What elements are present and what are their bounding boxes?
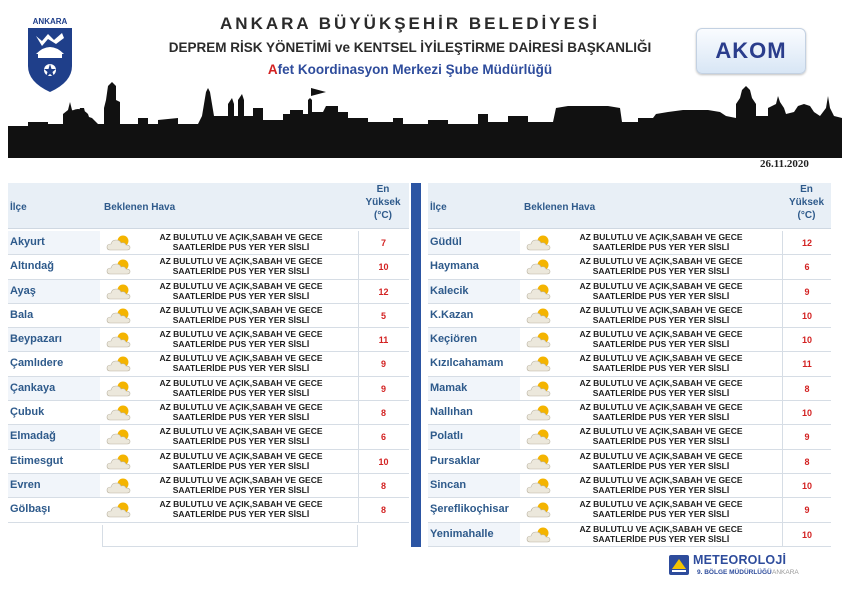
table-row [8, 231, 409, 255]
weather-description-line1: AZ BULUTLU VE AÇIK,SABAH VE GECE [159, 232, 323, 242]
weather-description [563, 378, 759, 398]
weather-description-line2: SAATLERİDE PUS YER YER SİSLİ [172, 314, 310, 325]
partly-cloudy-icon [525, 380, 555, 398]
weather-description-line2: SAATLERİDE PUS YER YER SİSLİ [592, 242, 730, 252]
district-name: Ayaş [8, 280, 100, 303]
weather-description [143, 305, 339, 325]
weather-description-line2: SAATLERİDE PUS YER YER SİSLİ [172, 484, 310, 495]
weather-description [143, 232, 339, 252]
weather-description-line2: SAATLERİDE PUS YER YER SİSLİ [592, 436, 730, 447]
partly-cloudy-icon [105, 477, 135, 495]
max-temp-column-header [782, 183, 831, 229]
table-row [428, 352, 831, 376]
district-name: Çamlıdere [8, 352, 100, 375]
weather-description [563, 402, 759, 422]
table-row [8, 401, 409, 425]
weather-description-line1: AZ BULUTLU VE AÇIK,SABAH VE GECE [159, 450, 323, 461]
table-row [8, 304, 409, 328]
meteoroloji-name: METEOROLOJİ [693, 553, 787, 567]
weather-description-line2: SAATLERİDE PUS YER YER SİSLİ [172, 509, 310, 520]
partly-cloudy-icon [105, 404, 135, 422]
max-temp-header-line2: Yüksek [788, 197, 825, 208]
weather-description-line2: SAATLERİDE PUS YER YER SİSLİ [172, 387, 310, 398]
district-name: Evren [8, 474, 100, 497]
weather-description-line1: AZ BULUTLU VE AÇIK,SABAH VE GECE [579, 523, 743, 534]
district-name: Yenimahalle [428, 523, 520, 546]
weather-description [143, 475, 339, 495]
table-row [428, 255, 831, 279]
weather-description [563, 281, 759, 301]
table-row [8, 255, 409, 279]
weather-description [563, 256, 759, 276]
max-temp-value: 12 [358, 280, 408, 303]
partly-cloudy-icon [525, 501, 555, 519]
table-row [428, 425, 831, 449]
district-column-header: İlçe [10, 202, 27, 213]
district-name: Pursaklar [428, 450, 520, 473]
partly-cloudy-icon [525, 453, 555, 471]
max-temp-value: 10 [782, 474, 831, 497]
weather-description-line2: SAATLERİDE PUS YER YER SİSLİ [172, 339, 310, 350]
akom-badge-text: AKOM [715, 38, 787, 63]
report-date: 26.11.2020 [760, 158, 809, 170]
weather-description [143, 256, 339, 276]
table-row [8, 352, 409, 376]
meteoroloji-logo [668, 553, 818, 583]
weather-description-line1: AZ BULUTLU VE AÇIK,SABAH VE GECE [159, 353, 323, 364]
max-temp-value: 8 [358, 401, 408, 424]
partly-cloudy-icon [525, 234, 555, 252]
weather-cell [522, 255, 780, 278]
weather-cell [522, 304, 780, 327]
weather-description [563, 329, 759, 349]
max-temp-value: 9 [782, 425, 831, 448]
table-header [8, 183, 409, 229]
weather-description [143, 329, 339, 349]
weather-description-line1: AZ BULUTLU VE AÇIK,SABAH VE GECE [159, 426, 323, 437]
table-rows [8, 231, 409, 523]
partly-cloudy-icon [105, 380, 135, 398]
max-temp-value: 8 [358, 474, 408, 497]
district-name: Kızılcahamam [428, 352, 520, 375]
max-temp-value: 10 [358, 255, 408, 278]
weather-cell [102, 498, 358, 521]
weather-description-line1: AZ BULUTLU VE AÇIK,SABAH VE GECE [159, 499, 323, 510]
weather-cell [522, 450, 780, 473]
city-skyline-graphic [8, 78, 842, 158]
weather-cell [102, 352, 358, 375]
table-row [8, 377, 409, 401]
table-row [428, 401, 831, 425]
max-temp-header-line3: (°C) [797, 210, 816, 221]
weather-cell [102, 377, 358, 400]
district-name: K.Kazan [428, 304, 520, 327]
weather-description [143, 353, 339, 373]
weather-description-line2: SAATLERİDE PUS YER YER SİSLİ [172, 436, 310, 447]
district-name: Güdül [428, 231, 520, 254]
weather-description-line2: SAATLERİDE PUS YER YER SİSLİ [592, 290, 730, 301]
max-temp-value: 9 [782, 498, 831, 521]
max-temp-value: 6 [782, 255, 831, 278]
weather-description-line2: SAATLERİDE PUS YER YER SİSLİ [172, 460, 310, 471]
weather-description-line1: AZ BULUTLU VE AÇIK,SABAH VE GECE [159, 402, 323, 413]
weather-description [563, 499, 759, 519]
partly-cloudy-icon [105, 501, 135, 519]
table-row [428, 377, 831, 401]
max-temp-value: 9 [782, 280, 831, 303]
weather-description [143, 426, 339, 446]
weather-description-line1: AZ BULUTLU VE AÇIK,SABAH VE GECE [579, 377, 743, 388]
district-name: Keçiören [428, 328, 520, 351]
weather-column-header: Beklenen Hava [104, 202, 176, 213]
meteoroloji-city: ANKARA [772, 569, 799, 576]
weather-description-line2: SAATLERİDE PUS YER YER SİSLİ [172, 290, 310, 301]
district-name: Altındağ [8, 255, 100, 278]
district-name: Polatlı [428, 425, 520, 448]
max-temp-value: 11 [358, 328, 408, 351]
weather-description [143, 281, 339, 301]
weather-description [143, 402, 339, 422]
table-row [428, 450, 831, 474]
district-name: Etimesgut [8, 450, 100, 473]
max-temp-value: 9 [358, 377, 408, 400]
weather-description-line2: SAATLERİDE PUS YER YER SİSLİ [592, 363, 730, 374]
table-row [8, 280, 409, 304]
forecast-table-left [8, 183, 409, 547]
partly-cloudy-icon [525, 307, 555, 325]
partly-cloudy-icon [105, 234, 135, 252]
weather-cell [102, 401, 358, 424]
district-name: Haymana [428, 255, 520, 278]
weather-description-line2: SAATLERİDE PUS YER YER SİSLİ [592, 533, 730, 544]
district-name: Beypazarı [8, 328, 100, 351]
meteoroloji-subtitle: 9. BÖLGE MÜDÜRLÜĞÜ [697, 569, 772, 576]
org-title: ANKARA BÜYÜKŞEHİR BELEDİYESİ [220, 14, 600, 33]
weather-cell [522, 425, 780, 448]
district-name: Akyurt [8, 231, 100, 254]
weather-description-line2: SAATLERİDE PUS YER YER SİSLİ [172, 412, 310, 423]
weather-description [143, 378, 339, 398]
max-temp-value: 5 [358, 304, 408, 327]
department-title: DEPREM RİSK YÖNETİMİ ve KENTSEL İYİLEŞTİRME DAİRESİ BAŞKANLIĞI [168, 40, 652, 55]
max-temp-value: 7 [358, 231, 408, 254]
meteoroloji-emblem-icon [668, 553, 690, 577]
max-temp-column-header [358, 183, 408, 229]
max-temp-value: 8 [782, 377, 831, 400]
weather-description-line1: AZ BULUTLU VE AÇIK,SABAH VE GECE [579, 304, 743, 315]
forecast-table-right [428, 183, 831, 547]
table-row [8, 328, 409, 352]
weather-description-line1: AZ BULUTLU VE AÇIK,SABAH VE GECE [159, 256, 323, 267]
district-name: Çubuk [8, 401, 100, 424]
partly-cloudy-icon [525, 477, 555, 495]
weather-description-line2: SAATLERİDE PUS YER YER SİSLİ [592, 314, 730, 325]
weather-description-line1: AZ BULUTLU VE AÇIK,SABAH VE GECE [579, 232, 743, 242]
unit-title-rest: fet Koordinasyon Merkezi Şube Müdürlüğü [277, 62, 553, 77]
max-temp-value: 10 [782, 304, 831, 327]
weather-cell [522, 352, 780, 375]
partly-cloudy-icon [105, 331, 135, 349]
weather-description [563, 305, 759, 325]
weather-column-header: Beklenen Hava [524, 202, 596, 213]
district-name: Çankaya [8, 377, 100, 400]
weather-cell [522, 498, 780, 521]
weather-cell [102, 474, 358, 497]
weather-cell [522, 523, 780, 546]
table-row [8, 425, 409, 449]
table-row [8, 498, 409, 522]
partly-cloudy-icon [525, 283, 555, 301]
weather-description-line1: AZ BULUTLU VE AÇIK,SABAH VE GECE [579, 329, 743, 340]
weather-description [563, 451, 759, 471]
weather-cell [102, 450, 358, 473]
weather-cell [522, 231, 780, 254]
table-row [428, 231, 831, 255]
district-name: Kalecik [428, 280, 520, 303]
weather-cell [522, 474, 780, 497]
weather-description-line1: AZ BULUTLU VE AÇIK,SABAH VE GECE [579, 353, 743, 364]
partly-cloudy-icon [105, 355, 135, 373]
weather-cell [522, 280, 780, 303]
district-name: Nallıhan [428, 401, 520, 424]
weather-cell [102, 231, 358, 254]
logo-text: ANKARA [32, 17, 68, 26]
max-temp-value: 11 [782, 352, 831, 375]
table-row [428, 474, 831, 498]
table-header [428, 183, 831, 229]
partly-cloudy-icon [105, 258, 135, 276]
district-column-header: İlçe [430, 202, 447, 213]
weather-description-line1: AZ BULUTLU VE AÇIK,SABAH VE GECE [579, 450, 743, 461]
weather-cell [102, 425, 358, 448]
partly-cloudy-icon [105, 428, 135, 446]
weather-description-line1: AZ BULUTLU VE AÇIK,SABAH VE GECE [579, 499, 743, 510]
weather-description-line2: SAATLERİDE PUS YER YER SİSLİ [592, 266, 730, 277]
weather-description [143, 451, 339, 471]
column-divider [411, 183, 421, 547]
akom-badge [696, 28, 806, 74]
district-name: Mamak [428, 377, 520, 400]
max-temp-value: 6 [358, 425, 408, 448]
district-name: Bala [8, 304, 100, 327]
weather-description [143, 499, 339, 519]
max-temp-header-line1: En [376, 184, 390, 195]
weather-description-line2: SAATLERİDE PUS YER YER SİSLİ [592, 412, 730, 423]
max-temp-value: 10 [358, 450, 408, 473]
weather-description-line1: AZ BULUTLU VE AÇIK,SABAH VE GECE [579, 426, 743, 437]
weather-description-line1: AZ BULUTLU VE AÇIK,SABAH VE GECE [159, 474, 323, 485]
weather-description-line1: AZ BULUTLU VE AÇIK,SABAH VE GECE [159, 304, 323, 315]
weather-description-line1: AZ BULUTLU VE AÇIK,SABAH VE GECE [579, 256, 743, 267]
max-temp-value: 10 [782, 401, 831, 424]
max-temp-value: 8 [782, 450, 831, 473]
weather-description-line1: AZ BULUTLU VE AÇIK,SABAH VE GECE [579, 402, 743, 413]
max-temp-header-line1: En [800, 184, 813, 195]
weather-description-line2: SAATLERİDE PUS YER YER SİSLİ [592, 509, 730, 520]
partly-cloudy-icon [525, 428, 555, 446]
table-row [428, 304, 831, 328]
weather-description-line1: AZ BULUTLU VE AÇIK,SABAH VE GECE [159, 329, 323, 340]
weather-description-line2: SAATLERİDE PUS YER YER SİSLİ [592, 339, 730, 350]
table-row [428, 328, 831, 352]
weather-description [563, 426, 759, 446]
weather-description [563, 353, 759, 373]
partly-cloudy-icon [525, 258, 555, 276]
unit-title-initial: A [267, 62, 278, 77]
weather-description-line2: SAATLERİDE PUS YER YER SİSLİ [592, 484, 730, 495]
partly-cloudy-icon [525, 526, 555, 544]
district-name: Şereflikoçhisar [428, 498, 520, 521]
weather-cell [522, 377, 780, 400]
max-temp-header-line3: (°C) [374, 210, 392, 221]
partly-cloudy-icon [525, 355, 555, 373]
max-temp-header-line2: Yüksek [365, 197, 401, 208]
weather-description-line1: AZ BULUTLU VE AÇIK,SABAH VE GECE [159, 377, 323, 388]
district-name: Gölbaşı [8, 498, 100, 521]
weather-description-line1: AZ BULUTLU VE AÇIK,SABAH VE GECE [579, 474, 743, 485]
table-row [428, 280, 831, 304]
weather-description-line2: SAATLERİDE PUS YER YER SİSLİ [172, 363, 310, 374]
weather-cell [522, 328, 780, 351]
weather-description-line2: SAATLERİDE PUS YER YER SİSLİ [172, 242, 310, 252]
weather-description-line2: SAATLERİDE PUS YER YER SİSLİ [592, 460, 730, 471]
weather-cell [102, 304, 358, 327]
table-rows [428, 231, 831, 547]
max-temp-value: 10 [782, 523, 831, 546]
max-temp-value: 10 [782, 328, 831, 351]
weather-description [563, 475, 759, 495]
weather-description-line1: AZ BULUTLU VE AÇIK,SABAH VE GECE [579, 280, 743, 291]
table-row [428, 523, 831, 547]
district-name: Sincan [428, 474, 520, 497]
weather-description-line1: AZ BULUTLU VE AÇIK,SABAH VE GECE [159, 280, 323, 291]
max-temp-value: 8 [358, 498, 408, 521]
weather-description [563, 524, 759, 544]
table-row [8, 450, 409, 474]
weather-description-line2: SAATLERİDE PUS YER YER SİSLİ [592, 387, 730, 398]
max-temp-value: 12 [782, 231, 831, 254]
weather-cell [522, 401, 780, 424]
table-row [8, 474, 409, 498]
partly-cloudy-icon [105, 453, 135, 471]
weather-cell [102, 280, 358, 303]
weather-description [563, 232, 759, 252]
partly-cloudy-icon [105, 307, 135, 325]
weather-description-line2: SAATLERİDE PUS YER YER SİSLİ [172, 266, 310, 277]
max-temp-value: 9 [358, 352, 408, 375]
weather-cell [102, 255, 358, 278]
table-row [428, 498, 831, 522]
empty-cell [102, 525, 358, 547]
partly-cloudy-icon [105, 283, 135, 301]
district-name: Elmadağ [8, 425, 100, 448]
weather-cell [102, 328, 358, 351]
partly-cloudy-icon [525, 404, 555, 422]
partly-cloudy-icon [525, 331, 555, 349]
